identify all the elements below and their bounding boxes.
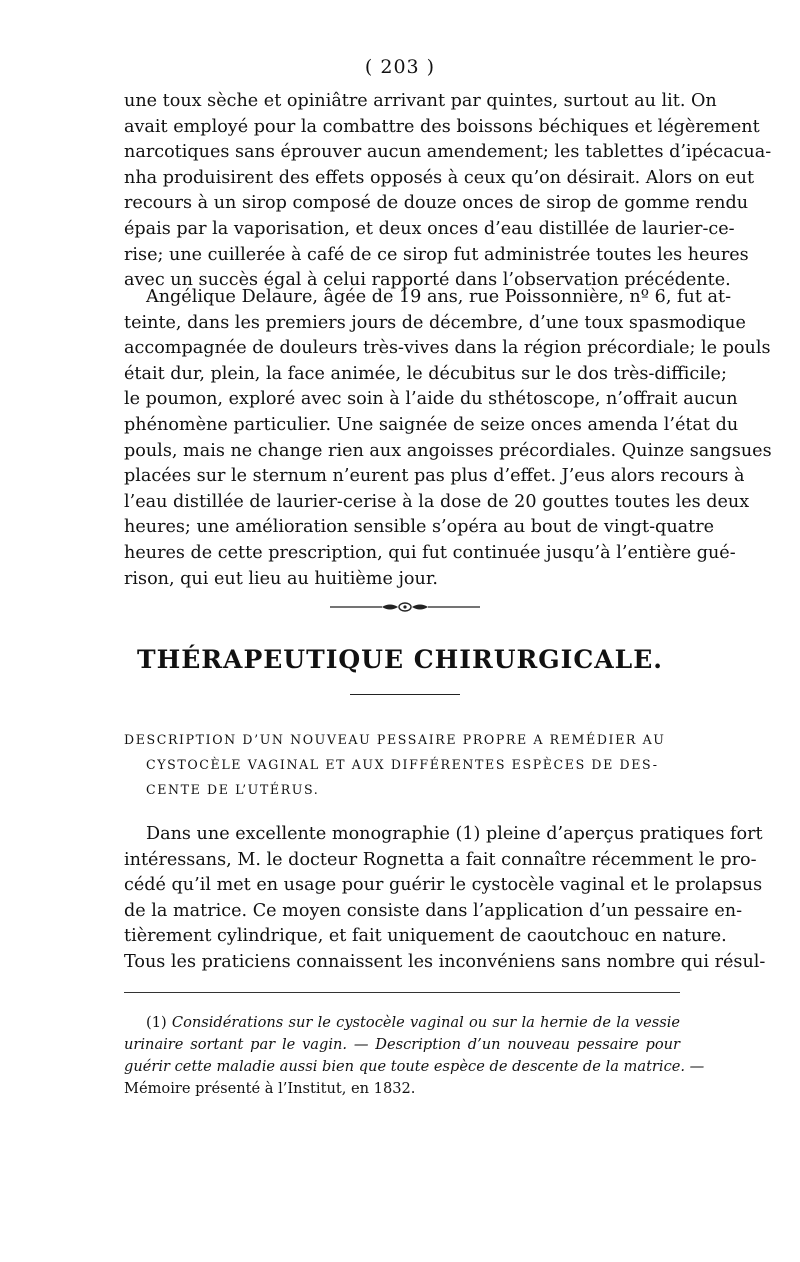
article-title-line: CENTE DE L’UTÉRUS.	[146, 782, 320, 797]
text-line: intéressans, M. le docteur Rognetta a fait connaître récemment le pro-	[124, 849, 757, 870]
footnote-line	[124, 1034, 680, 1056]
text-line: l’eau distillée de laurier-cerise à la dose de 20 gouttes toutes les deux	[124, 491, 750, 512]
text-line: phénomène particulier. Une saignée de seize onces amenda l’état du	[124, 414, 739, 435]
footnote-line	[124, 1012, 680, 1034]
text-line: recours à un sirop composé de douze onces de sirop de gomme rendu	[124, 193, 749, 214]
footnote-line	[124, 1056, 705, 1078]
footnote	[124, 1012, 705, 1100]
text-line: heures de cette prescription, qui fut continuée jusqu’à l’entière gué-	[124, 542, 736, 563]
paragraph-angelique-case	[124, 285, 772, 592]
text-line: était dur, plein, la face animée, le décubitus sur le dos très-difficile;	[124, 363, 727, 384]
footnote-text: Considérations sur le cystocèle vaginal ou sur la hernie de la vessie	[171, 1014, 680, 1031]
text-line: accompagnée de douleurs très-vives dans la région précordiale; le pouls	[124, 338, 771, 359]
text-line: Angélique Delaure, âgée de 19 ans, rue Poissonnière, nº 6, fut at-	[146, 287, 732, 307]
article-title	[124, 727, 680, 802]
article-title-line: DESCRIPTION D’UN NOUVEAU PESSAIRE PROPRE A REMÉDIER AU	[124, 732, 666, 747]
text-line: le poumon, exploré avec soin à l’aide du sthétoscope, n’offrait aucun	[124, 389, 738, 410]
text-line: rise; une cuillerée à café de ce sirop fut administrée toutes les heures	[124, 244, 749, 265]
text-line: avait employé pour la combattre des boissons béchiques et légèrement	[124, 116, 760, 137]
text-line: placées sur le sternum n’eurent pas plus d’effet. J’eus alors recours à	[124, 466, 745, 487]
footnote-text: urinaire sortant par le vagin. — Description d’un nouveau pessaire pour	[124, 1036, 680, 1053]
footnote-line: Mémoire présenté à l’Institut, en 1832.	[124, 1080, 416, 1097]
paragraph-pessary	[124, 822, 766, 976]
footnote-text: guérir cette maladie aussi bien que toute espèce de descente de la matrice. —	[124, 1058, 705, 1075]
footnote-marker: (1)	[146, 1014, 167, 1031]
article-title-line: CYSTOCÈLE VAGINAL ET AUX DIFFÉRENTES ESPÈCES DE DES-	[146, 757, 659, 772]
text-line: épais par la vaporisation, et deux onces d’eau distillée de laurier-ce-	[124, 218, 735, 239]
text-line: teinte, dans les premiers jours de décembre, d’une toux spasmodique	[124, 312, 746, 333]
paragraph-case-continuation	[124, 89, 772, 294]
text-line: cédé qu’il met en usage pour guérir le cystocèle vaginal et le prolapsus	[124, 875, 763, 896]
section-title: THÉRAPEUTIQUE CHIRURGICALE.	[137, 645, 663, 674]
text-line: une toux sèche et opiniâtre arrivant par quintes, surtout au lit. On	[124, 91, 717, 111]
text-line: de la matrice. Ce moyen consiste dans l’application d’un pessaire en-	[124, 900, 743, 921]
section-divider-ornament	[330, 600, 480, 614]
footnote-rule	[124, 992, 680, 993]
text-line: heures; une amélioration sensible s’opéra au bout de vingt-quatre	[124, 517, 715, 538]
text-line: narcotiques sans éprouver aucun amendement; les tablettes d’ipécacua-	[124, 142, 772, 163]
text-line: tièrement cylindrique, et fait uniquement de caoutchouc en nature.	[124, 926, 727, 947]
text-line: Tous les praticiens connaissent les inconvéniens sans nombre qui résul-	[124, 951, 766, 972]
text-line: nha produisirent des effets opposés à ceux qu’on désirait. Alors on eut	[124, 167, 755, 188]
text-line: pouls, mais ne change rien aux angoisses précordiales. Quinze sangsues	[124, 440, 772, 461]
text-line: rison, qui eut lieu au huitième jour.	[124, 568, 438, 589]
text-line: avec un succès égal à celui rapporté dans l’observation précédente.	[124, 270, 731, 291]
page-number: ( 203 )	[364, 56, 436, 78]
title-rule	[350, 694, 460, 695]
text-line: Dans une excellente monographie (1) pleine d’aperçus pratiques fort	[146, 824, 763, 844]
